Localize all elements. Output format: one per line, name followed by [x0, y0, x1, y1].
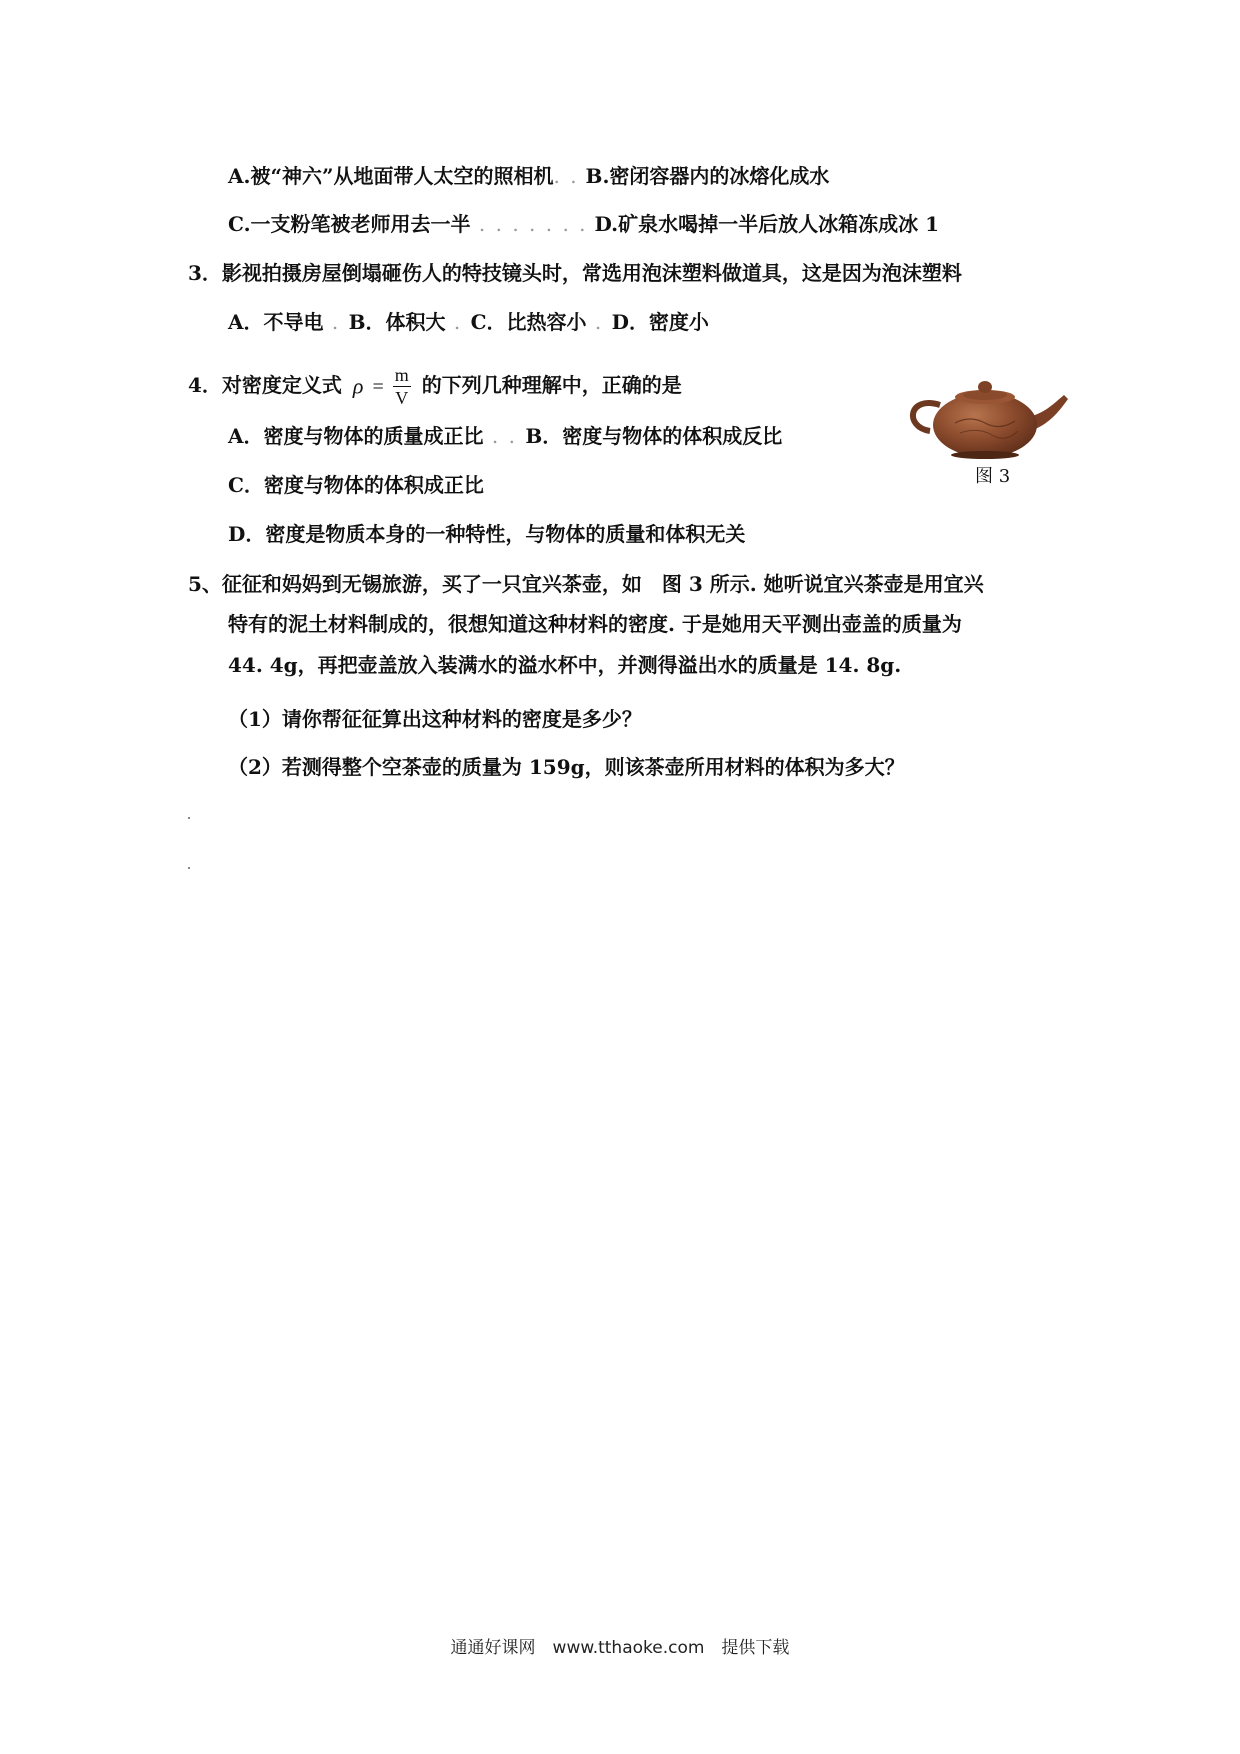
- q4-stem-suffix: 的下列几种理解中，正确的是: [421, 373, 682, 397]
- q3-option-c: C．比热容小: [470, 310, 587, 334]
- q5-line-2: 特有的泥土材料制成的，很想知道这种材料的密度. 于是她用天平测出壶盖的质量为: [228, 612, 962, 636]
- q3-option-b: B．体积大: [348, 310, 446, 334]
- formula-equals: =: [372, 375, 384, 398]
- q2-option-d: D.矿泉水喝掉一半后放人冰箱冻成冰 1: [594, 212, 939, 236]
- q4-stem: [188, 364, 682, 409]
- formula-rho: ρ: [352, 373, 364, 399]
- figure-caption: 图 3: [975, 466, 1011, 487]
- page-footer: 通通好课网 www.tthaoke.com 提供下载: [450, 1638, 790, 1658]
- q3-stem: 3．影视拍摄房屋倒塌砸伤人的特技镜头时，常选用泡沫塑料做道具，这是因为泡沫塑料: [188, 261, 962, 285]
- q4-option-a: A．密度与物体的质量成正比: [228, 424, 484, 448]
- q5-line-3: 44. 4g，再把壶盖放入装满水的溢水杯中，并测得溢出水的质量是 14. 8g.: [228, 653, 902, 677]
- q4-option-d: D．密度是物质本身的一种特性，与物体的质量和体积无关: [228, 522, 746, 546]
- q2-option-row-2: C.一支粉笔被老师用去一半 . . . . . . . D.矿泉水喝掉一半后放人冰箱冻成冰 1: [228, 212, 939, 236]
- formula-denominator: V: [395, 388, 409, 408]
- q4-option-row-1: A．密度与物体的质量成正比 . . B．密度与物体的体积成反比: [228, 424, 783, 448]
- q4-option-b: B．密度与物体的体积成反比: [525, 424, 783, 448]
- formula-fraction: [393, 364, 411, 409]
- q2-option-c: C.一支粉笔被老师用去一半: [228, 212, 471, 236]
- q4-option-c: C．密度与物体的体积成正比: [228, 473, 484, 497]
- q5-subquestion-1: （1）请你帮征征算出这种材料的密度是多少？: [228, 707, 642, 731]
- q3-option-d: D．密度小: [611, 310, 709, 334]
- q4-stem-prefix: 4．对密度定义式: [188, 373, 342, 397]
- q2-option-b: B.密闭容器内的冰熔化成水: [585, 164, 830, 188]
- q3-options: A．不导电 . B．体积大 . C．比热容小 . D．密度小: [228, 310, 709, 334]
- density-formula: [353, 364, 411, 409]
- q5-subquestion-2: （2）若测得整个空茶壶的质量为 159g，则该茶壶所用材料的体积为多大？: [228, 755, 905, 779]
- q2-option-a: A.被“神六”从地面带人太空的照相机: [228, 164, 554, 188]
- scan-speck: [188, 867, 190, 869]
- teapot-image: [900, 365, 1070, 465]
- scan-speck: [188, 817, 190, 819]
- formula-numerator: m: [394, 365, 409, 385]
- q3-option-a: A．不导电: [228, 310, 324, 334]
- q2-option-row-1: A.被“神六”从地面带人太空的照相机. . B.密闭容器内的冰熔化成水: [228, 164, 830, 188]
- q5-line-1: 5、征征和妈妈到无锡旅游，买了一只宜兴茶壶，如 图 3 所示. 她听说宜兴茶壶是用宜兴: [188, 572, 984, 596]
